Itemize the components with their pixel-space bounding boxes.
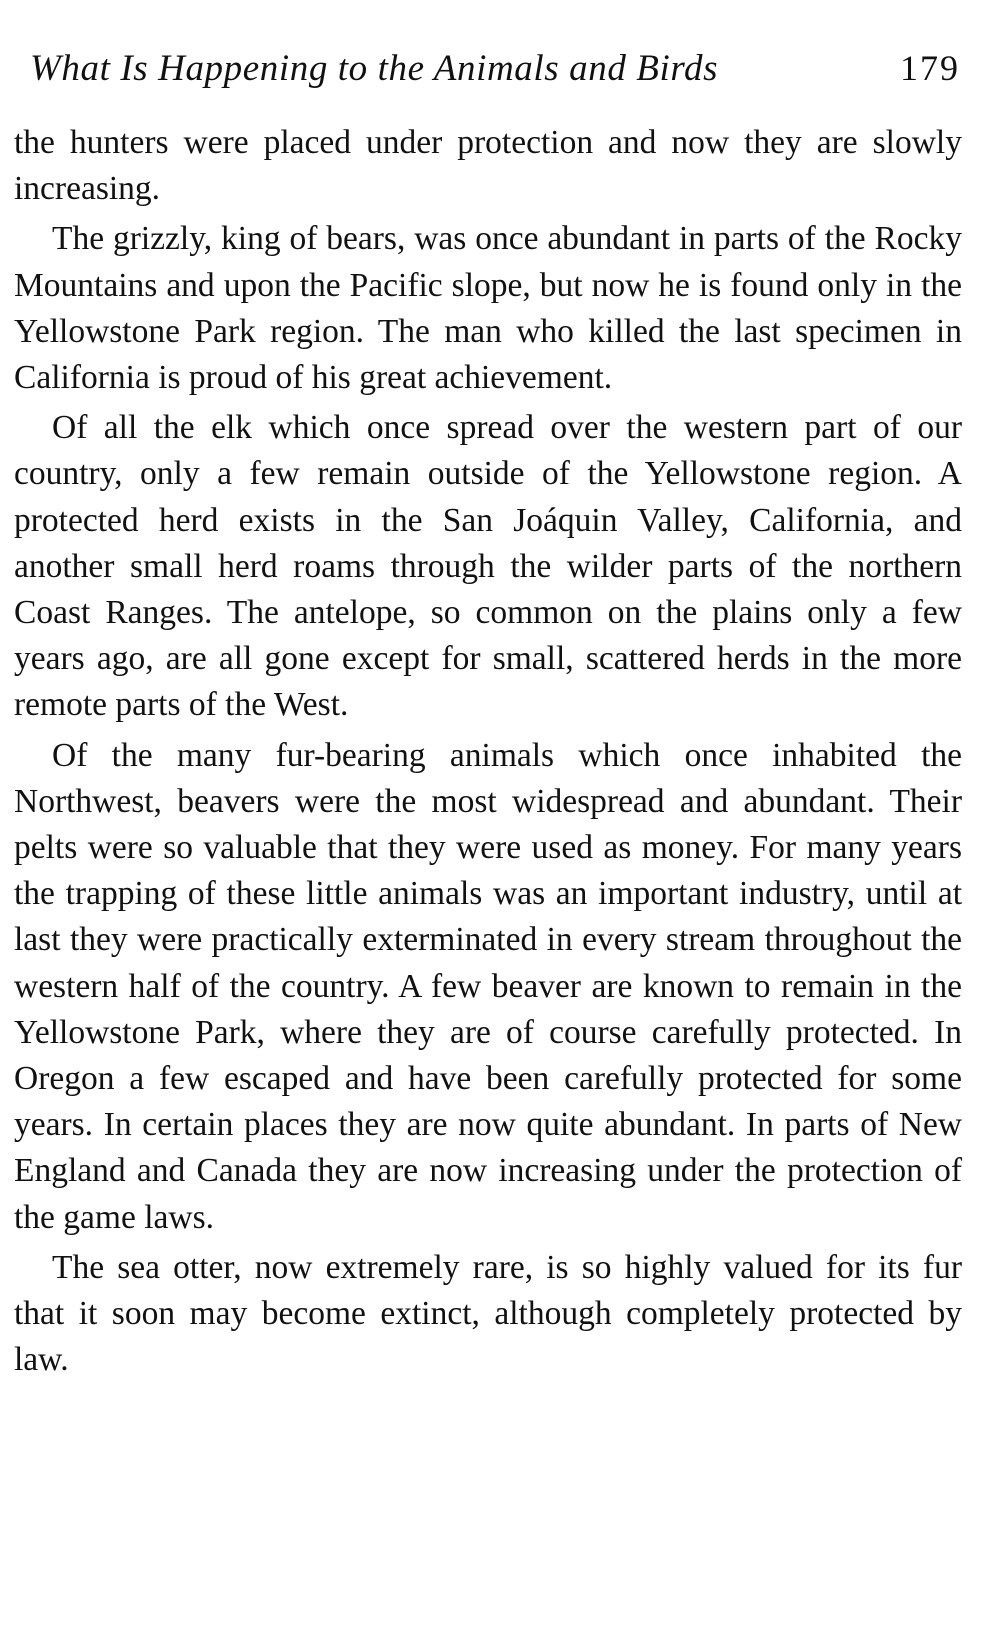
paragraph-grizzly: The grizzly, king of bears, was once abundant in parts of the Rocky Mountains and upon the Pacific slope, but now he is found only in the Yellowstone Park region. The man who killed the last specimen in California is proud of his great achievement. — [14, 220, 962, 397]
paragraph-elk: Of all the elk which once spread over the western part of our country, only a few remain outside of the Yellowstone region. A protected herd exists in the San Joáquin Valley, California, and another small herd roams through the wilder parts of the northern Coast Ranges. The antelope, so common on the plains only a few years ago, are all gone except for small, scattered herds in the more remote parts of the West. — [14, 409, 962, 724]
paragraph-sea-otter: The sea otter, now extremely rare, is so highly valued for its fur that it soon may become extinct, although completely protected by law. — [14, 1248, 962, 1379]
running-head — [30, 38, 960, 98]
paragraph-continuation: the hunters were placed under protection and now they are slowly increasing. — [14, 124, 962, 208]
page-number: 179 — [900, 48, 960, 88]
paragraph-beavers: Of the many fur-bearing animals which once inhabited the Northwest, beavers were the most widespread and abundant. Their pelts were so valuable that they were used as money. For many years the trapping of these little animals was an important industry, until at last they were practically exterminated in every stream throughout the western half of the country. A few beaver are known to remain in the Yellowstone Park, where they are of course carefully protected. In Oregon a few escaped and have been carefully protected for some years. In certain places they are now quite abundant. In parts of New England and Canada they are now increasing under the protection of the game laws. — [14, 736, 962, 1236]
body-text — [14, 120, 962, 1383]
running-title: What Is Happening to the Animals and Birds — [30, 48, 719, 89]
